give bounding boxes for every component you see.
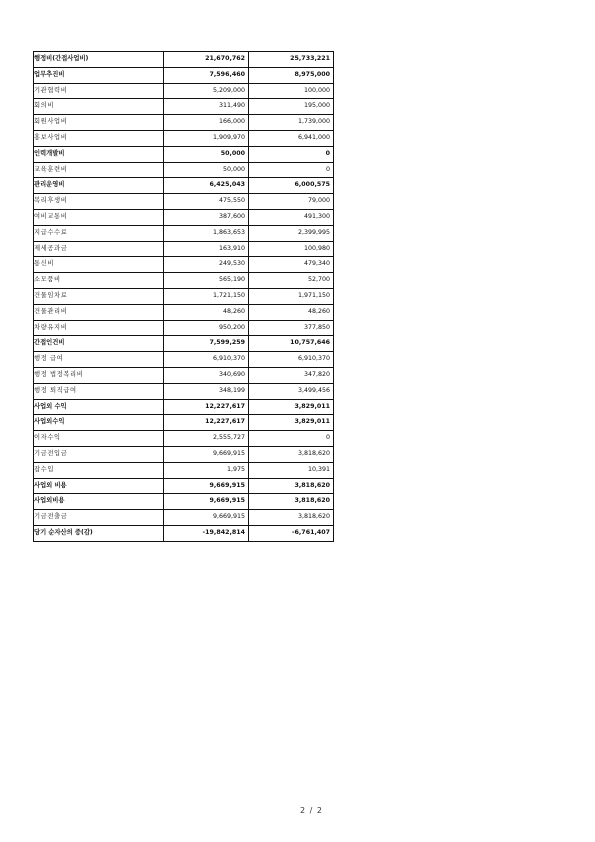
table-row (34, 478, 334, 494)
row-value-prior: 3,818,620 (249, 494, 334, 510)
row-value-current: -19,842,814 (164, 525, 249, 541)
table-row (34, 288, 334, 304)
row-value-prior: 48,260 (249, 304, 334, 320)
row-value-current: 21,670,762 (164, 52, 249, 68)
row-value-prior: 3,818,620 (249, 510, 334, 526)
row-label: 건물임차료 (34, 288, 164, 304)
row-label: 잡수입 (34, 462, 164, 478)
table-row (34, 431, 334, 447)
row-label: 통신비 (34, 257, 164, 273)
row-value-current: 7,596,460 (164, 67, 249, 83)
row-label: 지급수수료 (34, 225, 164, 241)
row-value-current: 12,227,617 (164, 399, 249, 415)
row-value-prior: 1,971,150 (249, 288, 334, 304)
table-row (34, 525, 334, 541)
row-value-prior: 377,850 (249, 320, 334, 336)
row-value-prior: 195,000 (249, 99, 334, 115)
table-row (34, 304, 334, 320)
table-row (34, 352, 334, 368)
row-value-prior: 3,818,620 (249, 446, 334, 462)
row-value-current: 348,199 (164, 383, 249, 399)
row-label: 기금전입금 (34, 446, 164, 462)
row-value-current: 7,599,259 (164, 336, 249, 352)
row-value-current: 6,425,043 (164, 178, 249, 194)
table-row (34, 162, 334, 178)
table-row (34, 399, 334, 415)
row-value-prior: 3,829,011 (249, 415, 334, 431)
row-label: 기관협력비 (34, 83, 164, 99)
table-row (34, 320, 334, 336)
row-label: 행정 급여 (34, 352, 164, 368)
row-value-current: 565,190 (164, 273, 249, 289)
row-label: 제세공과금 (34, 241, 164, 257)
row-label: 복리후생비 (34, 194, 164, 210)
row-value-prior: 100,000 (249, 83, 334, 99)
row-value-prior: 52,700 (249, 273, 334, 289)
row-value-prior: 10,391 (249, 462, 334, 478)
table-row (34, 225, 334, 241)
row-value-prior: 3,818,620 (249, 478, 334, 494)
table-row (34, 130, 334, 146)
row-label: 건물관리비 (34, 304, 164, 320)
row-label: 행정 법정복리비 (34, 367, 164, 383)
table-row (34, 446, 334, 462)
row-value-current: 1,863,653 (164, 225, 249, 241)
row-value-current: 9,669,915 (164, 478, 249, 494)
row-label: 교육훈련비 (34, 162, 164, 178)
row-value-prior: 100,980 (249, 241, 334, 257)
row-label: 행정비(간접사업비) (34, 52, 164, 68)
row-value-prior: 6,910,370 (249, 352, 334, 368)
row-value-current: 163,910 (164, 241, 249, 257)
row-value-current: 249,530 (164, 257, 249, 273)
row-label: 관리운영비 (34, 178, 164, 194)
row-label: 간접인건비 (34, 336, 164, 352)
row-value-current: 475,550 (164, 194, 249, 210)
row-label: 회원사업비 (34, 115, 164, 131)
row-value-current: 387,600 (164, 209, 249, 225)
row-value-prior: 25,733,221 (249, 52, 334, 68)
row-value-current: 311,490 (164, 99, 249, 115)
row-label: 사업외비용 (34, 494, 164, 510)
row-value-current: 9,669,915 (164, 510, 249, 526)
row-value-prior: 0 (249, 146, 334, 162)
row-value-current: 1,721,150 (164, 288, 249, 304)
row-value-current: 50,000 (164, 162, 249, 178)
row-value-prior: 79,000 (249, 194, 334, 210)
table-row (34, 510, 334, 526)
row-value-prior: 0 (249, 431, 334, 447)
row-value-current: 166,000 (164, 115, 249, 131)
table-row (34, 209, 334, 225)
table-row (34, 99, 334, 115)
row-value-prior: 1,739,000 (249, 115, 334, 131)
row-value-prior: 3,499,456 (249, 383, 334, 399)
row-label: 인력개발비 (34, 146, 164, 162)
row-value-prior: 10,757,646 (249, 336, 334, 352)
row-value-current: 2,555,727 (164, 431, 249, 447)
table-row (34, 83, 334, 99)
row-value-prior: 8,975,000 (249, 67, 334, 83)
row-value-current: 50,000 (164, 146, 249, 162)
row-value-prior: 2,399,995 (249, 225, 334, 241)
table-row (34, 494, 334, 510)
table-row (34, 52, 334, 68)
table-row (34, 115, 334, 131)
row-value-prior: 6,000,575 (249, 178, 334, 194)
table-row (34, 67, 334, 83)
row-label: 사업외 수익 (34, 399, 164, 415)
table-row (34, 241, 334, 257)
row-value-prior: 0 (249, 162, 334, 178)
table-row (34, 146, 334, 162)
row-label: 이자수익 (34, 431, 164, 447)
table-row (34, 462, 334, 478)
table-row (34, 194, 334, 210)
table-row (34, 336, 334, 352)
row-label: 사업외수익 (34, 415, 164, 431)
row-label: 기금전출금 (34, 510, 164, 526)
row-value-prior: 3,829,011 (249, 399, 334, 415)
row-label: 차량유지비 (34, 320, 164, 336)
row-value-prior: -6,761,407 (249, 525, 334, 541)
table-row (34, 273, 334, 289)
row-label: 행정 퇴직급여 (34, 383, 164, 399)
row-label: 회의비 (34, 99, 164, 115)
table-row (34, 415, 334, 431)
row-value-prior: 347,820 (249, 367, 334, 383)
row-value-prior: 479,340 (249, 257, 334, 273)
table-row (34, 178, 334, 194)
row-label: 홍보사업비 (34, 130, 164, 146)
row-value-prior: 491,300 (249, 209, 334, 225)
row-value-current: 340,690 (164, 367, 249, 383)
row-value-current: 48,260 (164, 304, 249, 320)
row-value-current: 6,910,370 (164, 352, 249, 368)
table-row (34, 257, 334, 273)
row-label: 소모품비 (34, 273, 164, 289)
page-number: 2 / 2 (300, 806, 323, 815)
row-value-current: 9,669,915 (164, 446, 249, 462)
row-value-current: 9,669,915 (164, 494, 249, 510)
row-label: 당기 순자산의 증(감) (34, 525, 164, 541)
row-value-current: 950,200 (164, 320, 249, 336)
table-row (34, 367, 334, 383)
row-value-current: 1,909,970 (164, 130, 249, 146)
table-row (34, 383, 334, 399)
row-value-current: 12,227,617 (164, 415, 249, 431)
row-value-current: 1,975 (164, 462, 249, 478)
row-label: 여비교통비 (34, 209, 164, 225)
row-value-current: 5,209,000 (164, 83, 249, 99)
row-label: 업무추진비 (34, 67, 164, 83)
row-label: 사업외 비용 (34, 478, 164, 494)
row-value-prior: 6,941,000 (249, 130, 334, 146)
financial-statement-table (33, 51, 334, 542)
